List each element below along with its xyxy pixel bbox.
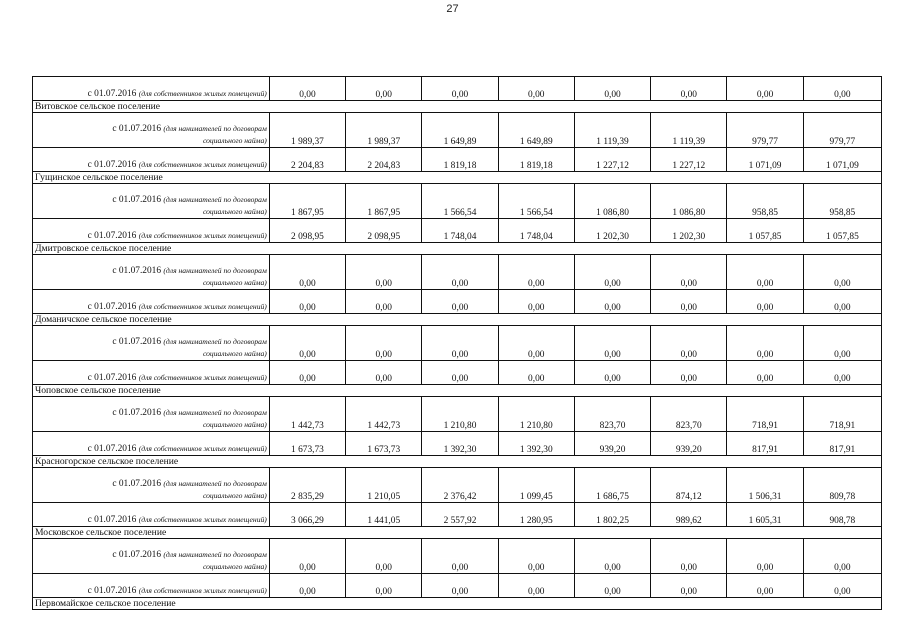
- section-header-row: [33, 243, 882, 255]
- owner-row: [33, 290, 882, 314]
- row-date: с 01.07.2016: [87, 586, 137, 596]
- page-number: 27: [446, 3, 459, 15]
- row-label: [33, 397, 270, 432]
- value-cell: 1 605,31: [727, 503, 803, 527]
- value-cell: 1 392,30: [422, 432, 498, 456]
- value-cell: 1 506,31: [727, 468, 803, 503]
- row-note: (для нанимателей по договорам: [163, 266, 267, 275]
- section-header-row: [33, 385, 882, 397]
- row-note: (для собственников жилых помещений): [138, 515, 267, 524]
- owner-row: [33, 361, 882, 385]
- row-note: (для нанимателей по договорам: [163, 550, 267, 559]
- owner-row: [33, 432, 882, 456]
- value-cell: 817,91: [727, 432, 803, 456]
- value-cell: 0,00: [651, 326, 727, 361]
- row-label: [33, 574, 270, 598]
- value-cell: 0,00: [727, 290, 803, 314]
- label-line: [35, 490, 267, 502]
- value-cell: 2 376,42: [422, 468, 498, 503]
- row-note: социального найма): [202, 278, 267, 287]
- value-cell: 1 649,89: [422, 113, 498, 148]
- row-note: социального найма): [202, 562, 267, 571]
- value-cell: 0,00: [269, 539, 345, 574]
- row-note: (для собственников жилых помещений): [138, 586, 267, 595]
- value-cell: 1 989,37: [346, 113, 422, 148]
- section-header-row: [33, 598, 882, 610]
- row-date: с 01.07.2016: [87, 89, 137, 99]
- value-cell: 0,00: [422, 574, 498, 598]
- label-line: [35, 419, 267, 431]
- tenant-row: [33, 468, 882, 503]
- value-cell: 0,00: [651, 77, 727, 101]
- row-label: [33, 361, 270, 385]
- tenant-row: [33, 113, 882, 148]
- value-cell: 0,00: [498, 361, 574, 385]
- value-cell: 718,91: [803, 397, 881, 432]
- value-cell: 0,00: [727, 326, 803, 361]
- value-cell: 0,00: [498, 574, 574, 598]
- value-cell: 1 119,39: [651, 113, 727, 148]
- row-label: [33, 326, 270, 361]
- value-cell: 1 202,30: [651, 219, 727, 243]
- value-cell: 0,00: [651, 290, 727, 314]
- value-cell: 0,00: [651, 361, 727, 385]
- value-cell: 1 442,73: [269, 397, 345, 432]
- value-cell: 0,00: [498, 77, 574, 101]
- tenant-row: [33, 184, 882, 219]
- label-line: [35, 206, 267, 218]
- value-cell: 2 835,29: [269, 468, 345, 503]
- row-note: (для собственников жилых помещений): [138, 160, 267, 169]
- row-date: с 01.07.2016: [87, 444, 137, 454]
- value-cell: 0,00: [422, 290, 498, 314]
- label-line: [35, 277, 267, 289]
- row-label: [33, 539, 270, 574]
- row-note: (для собственников жилых помещений): [138, 373, 267, 382]
- row-label: [33, 432, 270, 456]
- value-cell: 939,20: [651, 432, 727, 456]
- row-note: (для нанимателей по договорам: [163, 124, 267, 133]
- value-cell: 958,85: [727, 184, 803, 219]
- row-note: (для нанимателей по договорам: [163, 479, 267, 488]
- value-cell: 0,00: [803, 326, 881, 361]
- row-label: [33, 219, 270, 243]
- value-cell: 0,00: [727, 574, 803, 598]
- value-cell: 939,20: [574, 432, 650, 456]
- value-cell: 0,00: [574, 539, 650, 574]
- row-date: с 01.07.2016: [87, 231, 137, 241]
- section-title: Красногорское сельское поселение: [33, 456, 882, 468]
- value-cell: 2 204,83: [269, 148, 345, 172]
- value-cell: 0,00: [574, 290, 650, 314]
- row-note: социального найма): [202, 420, 267, 429]
- value-cell: 1 802,25: [574, 503, 650, 527]
- section-title: Дмитровское сельское поселение: [33, 243, 882, 255]
- value-cell: 0,00: [498, 255, 574, 290]
- value-cell: 0,00: [651, 539, 727, 574]
- value-cell: 0,00: [574, 77, 650, 101]
- row-date: с 01.07.2016: [112, 479, 162, 489]
- value-cell: 1 227,12: [574, 148, 650, 172]
- value-cell: 1 867,95: [269, 184, 345, 219]
- row-note: социального найма): [202, 349, 267, 358]
- value-cell: 2 557,92: [422, 503, 498, 527]
- value-cell: 0,00: [346, 77, 422, 101]
- value-cell: 0,00: [346, 361, 422, 385]
- owner-row: [33, 148, 882, 172]
- value-cell: 908,78: [803, 503, 881, 527]
- value-cell: 1 086,80: [574, 184, 650, 219]
- tenant-row: [33, 539, 882, 574]
- owner-row: [33, 77, 882, 101]
- row-date: с 01.07.2016: [87, 160, 137, 170]
- section-header-row: [33, 101, 882, 113]
- value-cell: 979,77: [727, 113, 803, 148]
- value-cell: 1 649,89: [498, 113, 574, 148]
- value-cell: 0,00: [803, 77, 881, 101]
- value-cell: 1 099,45: [498, 468, 574, 503]
- row-note: (для собственников жилых помещений): [138, 231, 267, 240]
- value-cell: 0,00: [803, 290, 881, 314]
- section-header-row: [33, 314, 882, 326]
- label-line: [35, 407, 267, 419]
- row-date: с 01.07.2016: [87, 373, 137, 383]
- value-cell: 0,00: [269, 77, 345, 101]
- section-title: Московское сельское поселение: [33, 527, 882, 539]
- value-cell: 2 098,95: [269, 219, 345, 243]
- value-cell: 3 066,29: [269, 503, 345, 527]
- value-cell: 0,00: [346, 290, 422, 314]
- row-label: [33, 468, 270, 503]
- value-cell: 0,00: [574, 326, 650, 361]
- value-cell: 1 748,04: [422, 219, 498, 243]
- value-cell: 0,00: [346, 255, 422, 290]
- value-cell: 1 566,54: [422, 184, 498, 219]
- owner-row: [33, 574, 882, 598]
- row-date: с 01.07.2016: [87, 302, 137, 312]
- value-cell: 1 071,09: [727, 148, 803, 172]
- value-cell: 0,00: [422, 539, 498, 574]
- value-cell: 823,70: [574, 397, 650, 432]
- value-cell: 1 202,30: [574, 219, 650, 243]
- value-cell: 0,00: [803, 574, 881, 598]
- row-label: [33, 77, 270, 101]
- value-cell: 0,00: [422, 77, 498, 101]
- row-date: с 01.07.2016: [112, 124, 162, 134]
- section-header-row: [33, 172, 882, 184]
- owner-row: [33, 503, 882, 527]
- tariff-table: [32, 76, 882, 610]
- value-cell: 0,00: [727, 539, 803, 574]
- value-cell: 0,00: [574, 574, 650, 598]
- label-line: [35, 336, 267, 348]
- value-cell: 0,00: [727, 255, 803, 290]
- value-cell: 1 210,80: [498, 397, 574, 432]
- value-cell: 1 210,05: [346, 468, 422, 503]
- value-cell: 1 227,12: [651, 148, 727, 172]
- value-cell: 0,00: [727, 361, 803, 385]
- section-title: Витовское сельское поселение: [33, 101, 882, 113]
- value-cell: 0,00: [269, 361, 345, 385]
- value-cell: 0,00: [346, 539, 422, 574]
- row-note: социального найма): [202, 491, 267, 500]
- value-cell: 979,77: [803, 113, 881, 148]
- value-cell: 0,00: [346, 574, 422, 598]
- tenant-row: [33, 326, 882, 361]
- label-line: [35, 265, 267, 277]
- row-label: [33, 113, 270, 148]
- value-cell: 989,62: [651, 503, 727, 527]
- value-cell: 809,78: [803, 468, 881, 503]
- value-cell: 1 119,39: [574, 113, 650, 148]
- tenant-row: [33, 397, 882, 432]
- value-cell: 0,00: [498, 290, 574, 314]
- value-cell: 1 057,85: [803, 219, 881, 243]
- value-cell: 0,00: [269, 290, 345, 314]
- value-cell: 0,00: [422, 255, 498, 290]
- value-cell: 2 098,95: [346, 219, 422, 243]
- value-cell: 0,00: [574, 255, 650, 290]
- value-cell: 874,12: [651, 468, 727, 503]
- value-cell: 817,91: [803, 432, 881, 456]
- row-note: социального найма): [202, 136, 267, 145]
- value-cell: 1 392,30: [498, 432, 574, 456]
- value-cell: 0,00: [346, 326, 422, 361]
- row-note: (для собственников жилых помещений): [138, 444, 267, 453]
- value-cell: 0,00: [269, 326, 345, 361]
- section-title: Доманичское сельское поселение: [33, 314, 882, 326]
- value-cell: 0,00: [498, 539, 574, 574]
- row-date: с 01.07.2016: [112, 195, 162, 205]
- row-date: с 01.07.2016: [112, 266, 162, 276]
- value-cell: 0,00: [269, 255, 345, 290]
- value-cell: 0,00: [574, 361, 650, 385]
- label-line: [35, 348, 267, 360]
- value-cell: 0,00: [727, 77, 803, 101]
- label-line: [35, 123, 267, 135]
- row-note: социального найма): [202, 207, 267, 216]
- value-cell: 0,00: [269, 574, 345, 598]
- value-cell: 1 867,95: [346, 184, 422, 219]
- value-cell: 1 566,54: [498, 184, 574, 219]
- row-date: с 01.07.2016: [112, 550, 162, 560]
- value-cell: 0,00: [498, 326, 574, 361]
- value-cell: 1 442,73: [346, 397, 422, 432]
- row-label: [33, 290, 270, 314]
- value-cell: 1 819,18: [498, 148, 574, 172]
- value-cell: 1 748,04: [498, 219, 574, 243]
- value-cell: 718,91: [727, 397, 803, 432]
- row-note: (для собственников жилых помещений): [138, 302, 267, 311]
- value-cell: 1 210,80: [422, 397, 498, 432]
- value-cell: 0,00: [422, 326, 498, 361]
- value-cell: 0,00: [651, 255, 727, 290]
- row-note: (для нанимателей по договорам: [163, 408, 267, 417]
- value-cell: 1 057,85: [727, 219, 803, 243]
- value-cell: 0,00: [803, 539, 881, 574]
- value-cell: 0,00: [651, 574, 727, 598]
- value-cell: 958,85: [803, 184, 881, 219]
- label-line: [35, 478, 267, 490]
- section-title: Чоповское сельское поселение: [33, 385, 882, 397]
- row-label: [33, 255, 270, 290]
- row-label: [33, 184, 270, 219]
- row-label: [33, 148, 270, 172]
- value-cell: 0,00: [803, 361, 881, 385]
- value-cell: 1 441,05: [346, 503, 422, 527]
- value-cell: 1 280,95: [498, 503, 574, 527]
- row-label: [33, 503, 270, 527]
- section-header-row: [33, 456, 882, 468]
- value-cell: 1 686,75: [574, 468, 650, 503]
- tariff-table-body: [33, 77, 882, 610]
- row-date: с 01.07.2016: [112, 337, 162, 347]
- section-title: Гущинское сельское поселение: [33, 172, 882, 184]
- section-title: Первомайское сельское поселение: [33, 598, 882, 610]
- label-line: [35, 194, 267, 206]
- label-line: [35, 135, 267, 147]
- row-date: с 01.07.2016: [112, 408, 162, 418]
- value-cell: 0,00: [422, 361, 498, 385]
- value-cell: 0,00: [803, 255, 881, 290]
- row-note: (для нанимателей по договорам: [163, 337, 267, 346]
- value-cell: 1 673,73: [269, 432, 345, 456]
- value-cell: 2 204,83: [346, 148, 422, 172]
- tenant-row: [33, 255, 882, 290]
- value-cell: 1 989,37: [269, 113, 345, 148]
- row-note: (для нанимателей по договорам: [163, 195, 267, 204]
- value-cell: 1 086,80: [651, 184, 727, 219]
- value-cell: 1 071,09: [803, 148, 881, 172]
- value-cell: 1 819,18: [422, 148, 498, 172]
- label-line: [35, 549, 267, 561]
- section-header-row: [33, 527, 882, 539]
- value-cell: 1 673,73: [346, 432, 422, 456]
- label-line: [35, 561, 267, 573]
- row-note: (для собственников жилых помещений): [138, 89, 267, 98]
- row-date: с 01.07.2016: [87, 515, 137, 525]
- owner-row: [33, 219, 882, 243]
- value-cell: 823,70: [651, 397, 727, 432]
